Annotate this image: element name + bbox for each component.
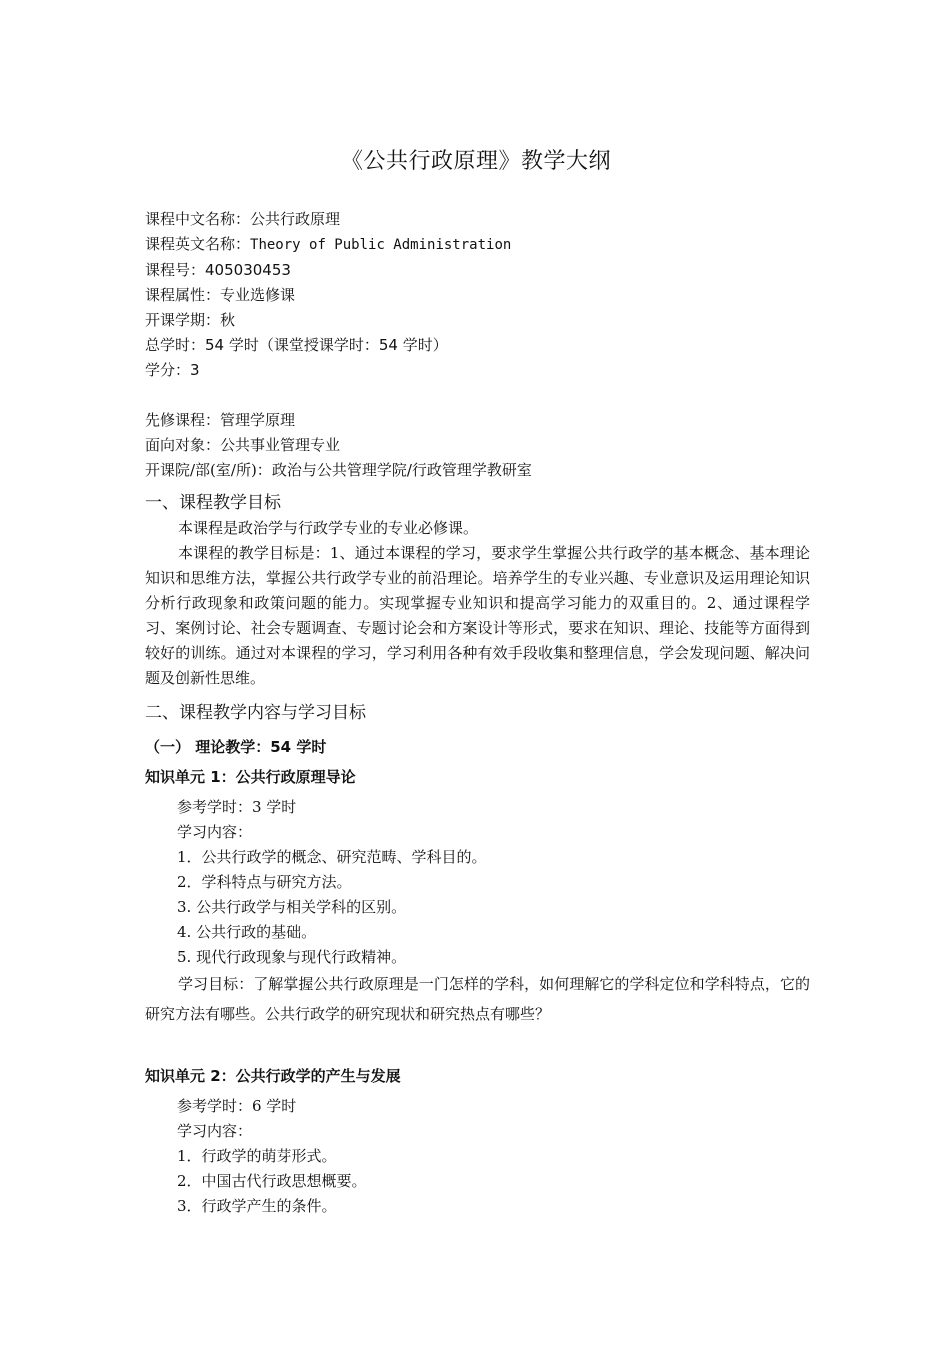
list-item: 2．中国古代行政思想概要。 xyxy=(177,1172,367,1190)
list-item: 1．行政学的萌芽形式。 xyxy=(177,1147,337,1165)
unit-1-goal: 学习目标：了解掌握公共行政原理是一门怎样的学科，如何理解它的学科定位和学科特点，它的研究方法有哪些。公共行政学的研究现状和研究热点有哪些？ xyxy=(145,975,810,1023)
list-item: 1．公共行政学的概念、研究范畴、学科目的。 xyxy=(177,848,487,866)
document-title: 《公共行政原理》教学大纲 xyxy=(340,149,611,174)
list-item: 3．行政学产生的条件。 xyxy=(177,1197,337,1215)
course-cn-name-label: 课程中文名称： xyxy=(145,210,251,228)
course-en-name xyxy=(145,232,825,258)
course-attribute xyxy=(145,283,825,308)
unit-1-content-label: 学习内容： xyxy=(177,823,253,841)
objectives-paragraph-1: 本课程是政治学与行政学专业的专业必修课。 xyxy=(178,519,479,537)
unit-1-title: 知识单元 1：公共行政原理导论 xyxy=(145,768,356,786)
subsection-heading-theory: （一） 理论教学：54 学时 xyxy=(145,738,327,756)
list-item: 3. 公共行政学与相关学科的区别。 xyxy=(177,898,407,916)
unit-2-body xyxy=(177,1094,812,1219)
course-department-value: 政治与公共管理学院/行政管理学教研室 xyxy=(271,461,532,479)
course-attribute-label: 课程属性： xyxy=(145,286,221,304)
course-code-label: 课程号： xyxy=(145,261,206,279)
spacer xyxy=(145,383,825,408)
course-attribute-value: 专业选修课 xyxy=(220,286,296,304)
course-credits xyxy=(145,358,825,383)
course-audience-label: 面向对象： xyxy=(145,436,221,454)
course-department-label: 开课院/部(室/所)： xyxy=(145,461,272,479)
section-heading-objectives: 一、课程教学目标 xyxy=(145,493,281,513)
course-term-label: 开课学期： xyxy=(145,311,221,329)
course-prerequisite xyxy=(145,408,825,433)
list-item: 4. 公共行政的基础。 xyxy=(177,923,317,941)
objectives-paragraph-2: 本课程的教学目标是：1、通过本课程的学习，要求学生掌握公共行政学的基本概念、基本理论知识和思维方法，掌握公共行政学专业的前沿理论。培养学生的专业兴趣、专业意识及运用理论知识分析行政现象和政策问题的能力。实现掌握专业知识和提高学习能力的双重目的。2、通过课程学习、案例讨论、社会专题调查、专题讨论会和方案设计等形式，要求在知识、理论、技能等方面得到较好的训练。通过对本课程的学习，学习利用各种有效手段收集和整理信息，学会发现问题、解决问题及创新性思维。 xyxy=(145,544,810,687)
course-hours-value: 54 学时（课堂授课学时：54 学时） xyxy=(205,336,448,354)
list-item: 2．学科特点与研究方法。 xyxy=(177,873,352,891)
list-item: 5. 现代行政现象与现代行政精神。 xyxy=(177,948,407,966)
course-code xyxy=(145,258,825,283)
course-term xyxy=(145,308,825,333)
course-credits-label: 学分： xyxy=(145,361,191,379)
course-code-value: 405030453 xyxy=(205,261,291,279)
course-hours-label: 总学时： xyxy=(145,336,206,354)
course-en-name-value: Theory of Public Administration xyxy=(250,237,512,253)
course-en-name-label: 课程英文名称： xyxy=(145,235,251,253)
unit-2-content-label: 学习内容： xyxy=(177,1122,253,1140)
course-prerequisite-value: 管理学原理 xyxy=(220,411,296,429)
course-info xyxy=(145,207,825,483)
course-department xyxy=(145,458,825,483)
course-hours xyxy=(145,333,825,358)
course-credits-value: 3 xyxy=(190,361,200,379)
course-prerequisite-label: 先修课程： xyxy=(145,411,221,429)
course-term-value: 秋 xyxy=(220,311,236,329)
unit-2-title: 知识单元 2：公共行政学的产生与发展 xyxy=(145,1067,401,1085)
unit-1-body xyxy=(177,795,812,970)
unit-1-hours: 参考学时：3 学时 xyxy=(177,798,297,816)
section-heading-content: 二、课程教学内容与学习目标 xyxy=(145,703,366,723)
course-cn-name-value: 公共行政原理 xyxy=(250,210,341,228)
course-audience-value: 公共事业管理专业 xyxy=(220,436,341,454)
course-cn-name xyxy=(145,207,825,232)
course-audience xyxy=(145,433,825,458)
unit-2-hours: 参考学时：6 学时 xyxy=(177,1097,297,1115)
